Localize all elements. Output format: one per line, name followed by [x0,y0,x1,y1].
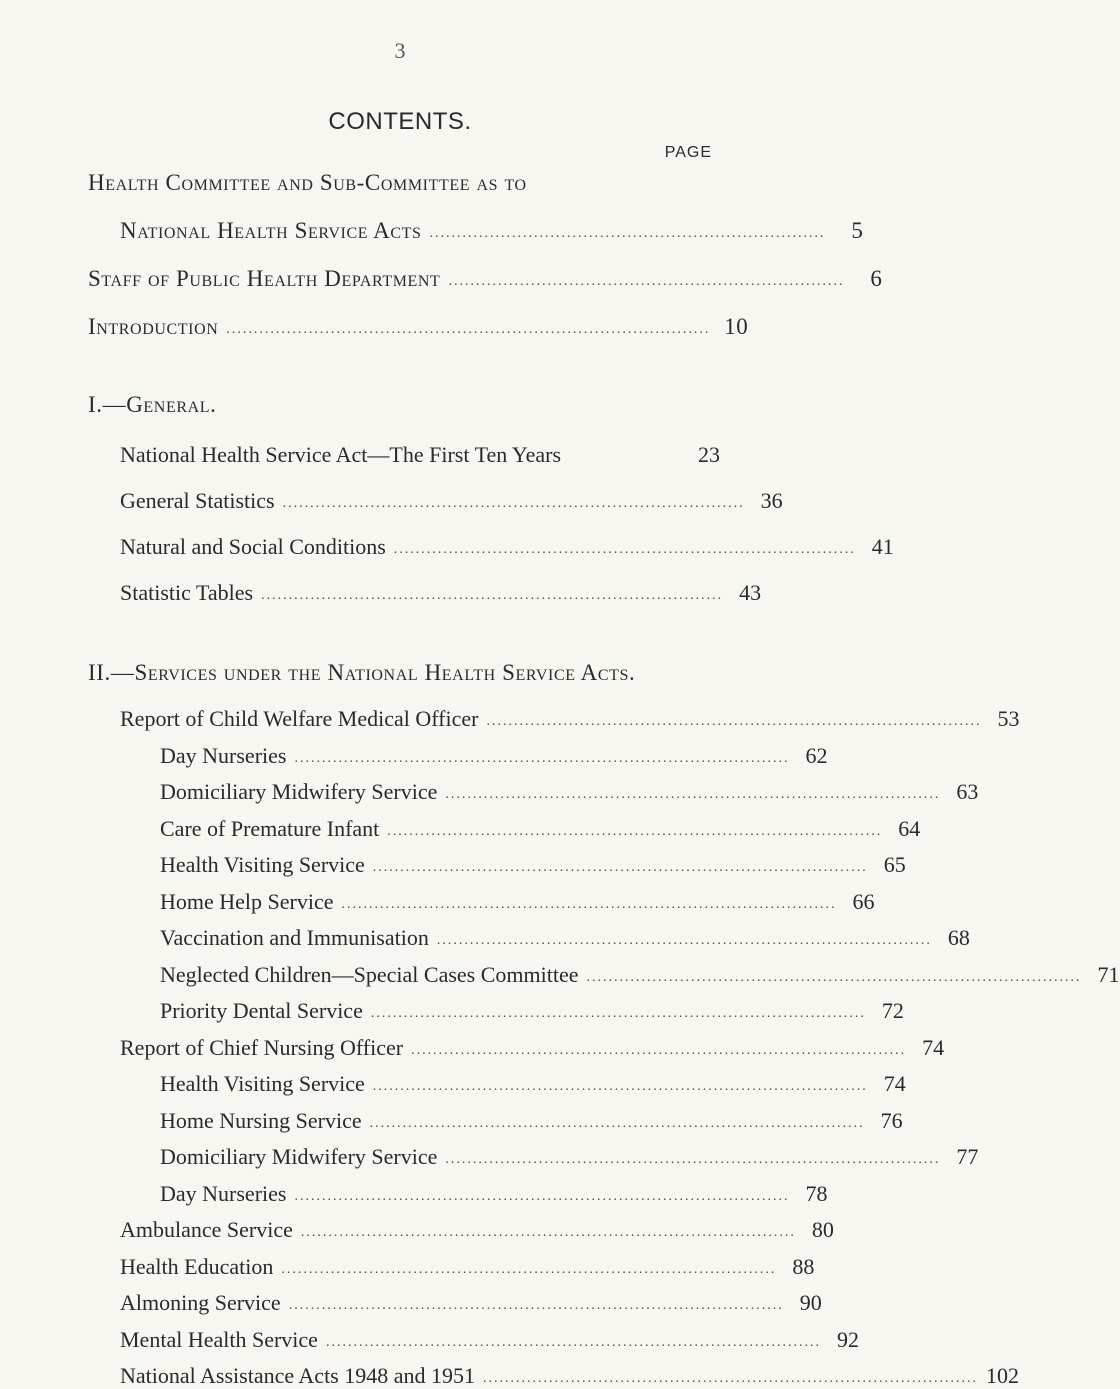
toc-entry-label: Domiciliary Midwifery Service [160,779,438,804]
toc-entry-page: 71 [1097,961,1120,987]
leader-dots: .......................................................................................... [294,1188,790,1204]
leader-dots: .......................................................................................... [370,1006,866,1021]
leader-dots: ........................................................................ [429,226,826,241]
toc-entry-page: 62 [805,742,828,768]
toc-entry-page: 74 [922,1034,945,1060]
toc-entry [160,775,979,805]
toc-entry [160,885,875,915]
toc-entry [88,170,527,202]
toc-entry-label: Staff of Public Health Department [88,266,441,291]
toc-entry-label: Health Visiting Service [160,1071,365,1096]
toc-entry [160,1067,906,1097]
toc-entry-label: National Health Service Act—The First Ten Years [120,442,562,467]
leader-dots: .......................................................................................... [387,823,883,839]
toc-entry-page: 66 [852,888,875,914]
toc-entry-page: 64 [898,815,921,841]
leader-dots: .......................................................................................... [341,896,837,912]
toc-entry [160,1104,903,1134]
leader-dots: .......................................................................................... [411,1042,907,1058]
leader-dots: .......................................................................................... [288,1298,784,1313]
toc-entry-page: 5 [851,218,864,243]
leader-dots: .......................................................................................... [300,1225,796,1240]
leader-dots: ........................................................................ [448,274,845,289]
leader-dots: .......................................................................................... [445,787,941,802]
toc-entry-page: 80 [811,1217,834,1242]
toc-entry [120,1323,859,1353]
toc-entry-label: Care of Premature Infant [160,815,380,841]
toc-entry [88,260,883,292]
toc-entry-label: Health Visiting Service [160,852,365,877]
toc-entry [160,848,906,878]
leader-dots: .......................................................................................... [325,1334,821,1350]
toc-entry-label: Health Education [120,1253,274,1279]
toc-entry-page: 23 [698,442,720,467]
toc-entry [88,308,749,340]
toc-entry-label: Natural and Social Conditions [120,534,386,559]
toc-entry-page: 88 [792,1253,815,1279]
toc-entry-label: National Health Service Acts [120,218,422,243]
leader-dots: .......................................................................................... [586,969,1082,985]
toc-entry [160,812,921,842]
toc-entry [120,436,720,468]
toc-entry [120,1286,822,1316]
toc-entry-label: Day Nurseries [160,742,287,768]
leader-dots: .......................................................................................... [281,1261,777,1277]
toc-entry-label: Introduction [88,314,219,339]
toc-entry-page: 36 [760,488,783,513]
toc-entry-page: 74 [883,1071,906,1096]
toc-entry-label: National Assistance Acts 1948 and 1951 [120,1363,476,1388]
toc-entry-label: Home Nursing Service [160,1107,362,1133]
toc-entry [120,702,1020,732]
leader-dots: .......................................................................................... [486,714,982,729]
leader-dots: .......................................................................................... [445,1152,941,1167]
toc-entry [160,921,970,951]
toc-entry-label: Health Committee and Sub-Committee as to [88,170,527,195]
toc-entry [120,574,762,606]
toc-entry-label: Home Help Service [160,888,334,914]
toc-entry [160,1140,979,1170]
toc-entry-label: Ambulance Service [120,1217,293,1242]
toc-entry-page: 90 [799,1290,822,1315]
toc-entry-label: Neglected Children—Special Cases Committee [160,961,579,987]
toc-entry-page: 72 [881,998,904,1023]
toc-entry-page: 43 [739,580,762,605]
toc-entry-label: Day Nurseries [160,1180,287,1206]
toc-entry-label: Priority Dental Service [160,998,363,1023]
page-column-label: PAGE [664,144,712,161]
toc-entry-label: Vaccination and Immunisation [160,925,429,950]
toc-entry-page: 41 [871,534,894,559]
toc-entry-label: Report of Child Welfare Medical Officer [120,706,479,731]
toc-entry [120,1031,945,1061]
toc-entry [120,1359,1020,1389]
toc-entry [120,1213,834,1243]
leader-dots: .......................................................................................... [369,1115,865,1131]
toc-entry-label: General Statistics [120,488,275,513]
toc-entry-page: 65 [883,852,906,877]
toc-entry [160,739,828,769]
leader-dots: .......................................................................................... [483,1371,979,1386]
toc-entry [160,994,904,1024]
leader-dots: .................................................................................... [282,496,745,511]
toc-entry-page: 102 [986,1363,1020,1388]
toc-entry [120,528,894,560]
toc-entry-page: 10 [724,314,749,339]
toc-entry-label: Report of Chief Nursing Officer [120,1034,404,1060]
toc-entry-page: 53 [997,706,1020,731]
toc-entry-label: Almoning Service [120,1290,281,1315]
leader-dots: .......................................................................................... [372,860,868,875]
leader-dots: .......................................................................................... [372,1079,868,1094]
leader-dots: .................................................................................... [393,542,856,557]
toc-entry-page: 6 [870,266,883,291]
toc-entry [160,958,1120,988]
leader-dots: .......................................................................................... [436,933,932,948]
toc-entry-label: Mental Health Service [120,1326,318,1352]
toc-entry [120,482,783,514]
page-number: 3 [394,38,406,63]
toc-entry-page: 76 [880,1107,903,1133]
section-heading: I.—General. [88,392,217,417]
toc-entry-page: 63 [956,779,979,804]
toc-entry [120,1250,815,1280]
leader-dots: .................................................................................... [261,588,724,603]
leader-dots: ........................................................................................ [226,322,711,337]
leader-dots: .......................................................................................... [294,750,790,766]
toc-entry [160,1177,828,1207]
toc-entry [120,212,864,244]
section-heading: II.—Services under the National Health Service Acts. [88,660,636,685]
toc-entry-page: 92 [836,1326,859,1352]
contents-title: CONTENTS. [328,108,472,135]
toc-entry-page: 78 [805,1180,828,1206]
toc-entry-label: Statistic Tables [120,580,254,605]
toc-entry-page: 77 [956,1144,979,1169]
toc-entry-label: Domiciliary Midwifery Service [160,1144,438,1169]
toc-entry-page: 68 [947,925,970,950]
